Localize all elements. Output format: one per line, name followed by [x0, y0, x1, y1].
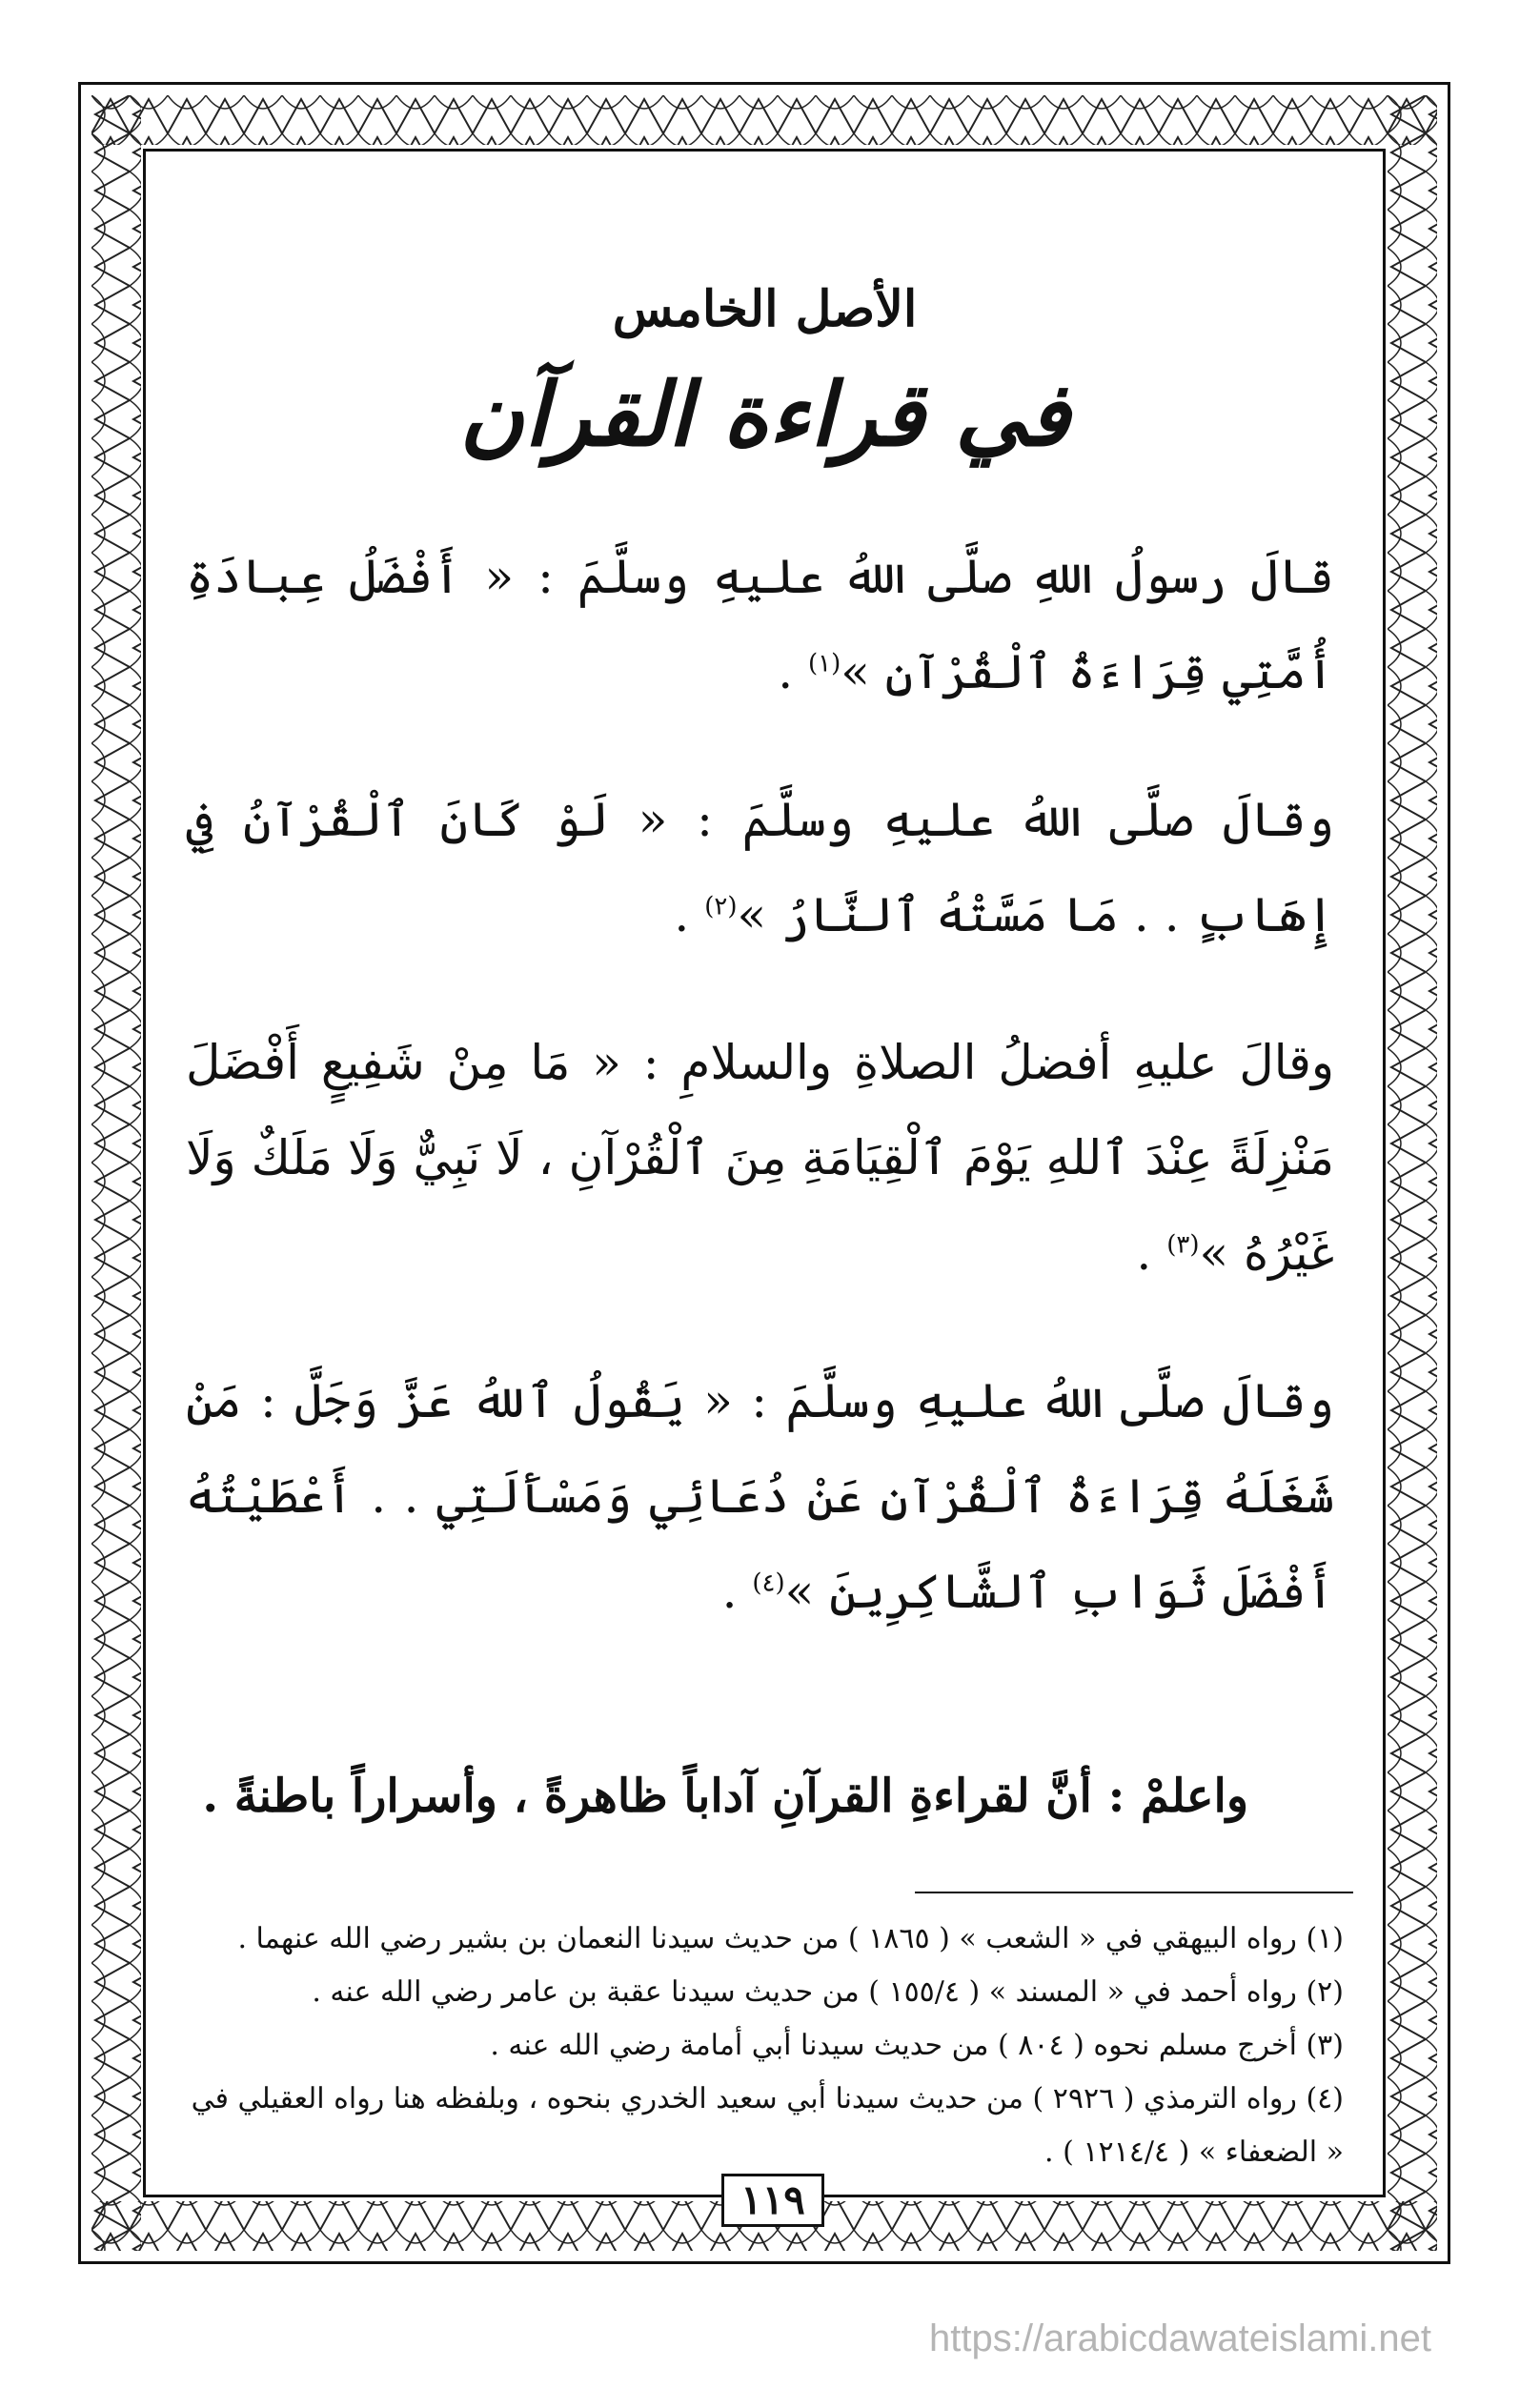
- page-number: ١١٩: [721, 2174, 824, 2227]
- chapter-title: في قراءة القرآن: [459, 363, 1070, 466]
- hadith-paragraph: [176, 1015, 1353, 1301]
- footnote-ref: (٤): [752, 1568, 785, 1598]
- paragraph-end: .: [721, 1564, 753, 1619]
- footnote-separator: [915, 1892, 1353, 1893]
- paragraph-text: وقالَ صلَّى اللهُ عليهِ وسلَّمَ : « يَقُولُ ٱللهُ عَزَّ وَجَلَّ : مَنْ شَغَلَهُ قِرَاءَةُ ٱلْقُرْآنِ عَنْ دُعَائِي وَمَسْأَلَتِي . . أَعْطَيْتُهُ أَفْضَلَ ثَوَابِ ٱلشَّاكِرِينَ »: [186, 1373, 1334, 1619]
- footnote-item: (٣) أخرج مسلم نحوه ( ٨٠٤ ) من حديث سيدنا أبي أمامة رضي الله عنه .: [490, 2029, 1344, 2062]
- chapter-label: الأصل الخامس: [612, 280, 918, 338]
- footnote-ref: (٢): [704, 892, 738, 921]
- closing-note: واعلمْ : أنَّ لقراءةِ القرآنِ آداباً ظاهرةً ، وأسراراً باطنةً .: [202, 1770, 1248, 1823]
- hadith-paragraph: [176, 772, 1353, 962]
- hadith-paragraph: [176, 1353, 1353, 1639]
- footnote-item: (٤) رواه الترمذي ( ٢٩٢٦ ) من حديث سيدنا أبي سعيد الخدري بنحوه ، وبلفظه هنا رواه العقيلي في « الضعفاء » ( ١٢١٤/٤ ) .: [191, 2082, 1344, 2169]
- paragraph-text: وقالَ صلَّى اللهُ عليهِ وسلَّمَ : « لَوْ كَانَ ٱلْقُرْآنُ فِي إِهَابٍ . . مَا مَسَّتْهُ ٱلنَّارُ »: [186, 792, 1334, 942]
- footnote-item: (١) رواه البيهقي في « الشعب » ( ١٨٦٥ ) من حديث سيدنا النعمان بن بشير رضي الله عنهما .: [237, 1922, 1344, 1955]
- footnote-item: (٢) رواه أحمد في « المسند » ( ١٥٥/٤ ) من حديث سيدنا عقبة بن عامر رضي الله عنه .: [312, 1975, 1344, 2009]
- watermark-url: https://arabicdawateislami.net: [929, 2317, 1431, 2359]
- page-content: [176, 172, 1353, 2179]
- footnote-ref: (١): [807, 649, 841, 678]
- paragraph-end: .: [1136, 1225, 1167, 1281]
- hadith-paragraph: [176, 529, 1353, 719]
- footnotes: [176, 1912, 1353, 2179]
- paragraph-end: .: [674, 887, 705, 942]
- paragraph-text: قالَ رسولُ اللهِ صلَّى اللهُ عليهِ وسلَّمَ : « أَفْضَلُ عِبادَةِ أُمَّتِي قِرَاءَةُ ٱلْقُرْآنِ »: [186, 549, 1334, 699]
- paragraph-text: وقالَ عليهِ أفضلُ الصلاةِ والسلامِ : « مَا مِنْ شَفِيعٍ أَفْضَلَ مَنْزِلَةً عِنْدَ ٱللهِ يَوْمَ ٱلْقِيَامَةِ مِنَ ٱلْقُرْآنِ ، لَا نَبِيٌّ وَلَا مَلَكٌ وَلَا غَيْرُهُ »: [186, 1035, 1334, 1281]
- footnote-ref: (٣): [1166, 1230, 1200, 1260]
- paragraph-end: .: [778, 644, 808, 699]
